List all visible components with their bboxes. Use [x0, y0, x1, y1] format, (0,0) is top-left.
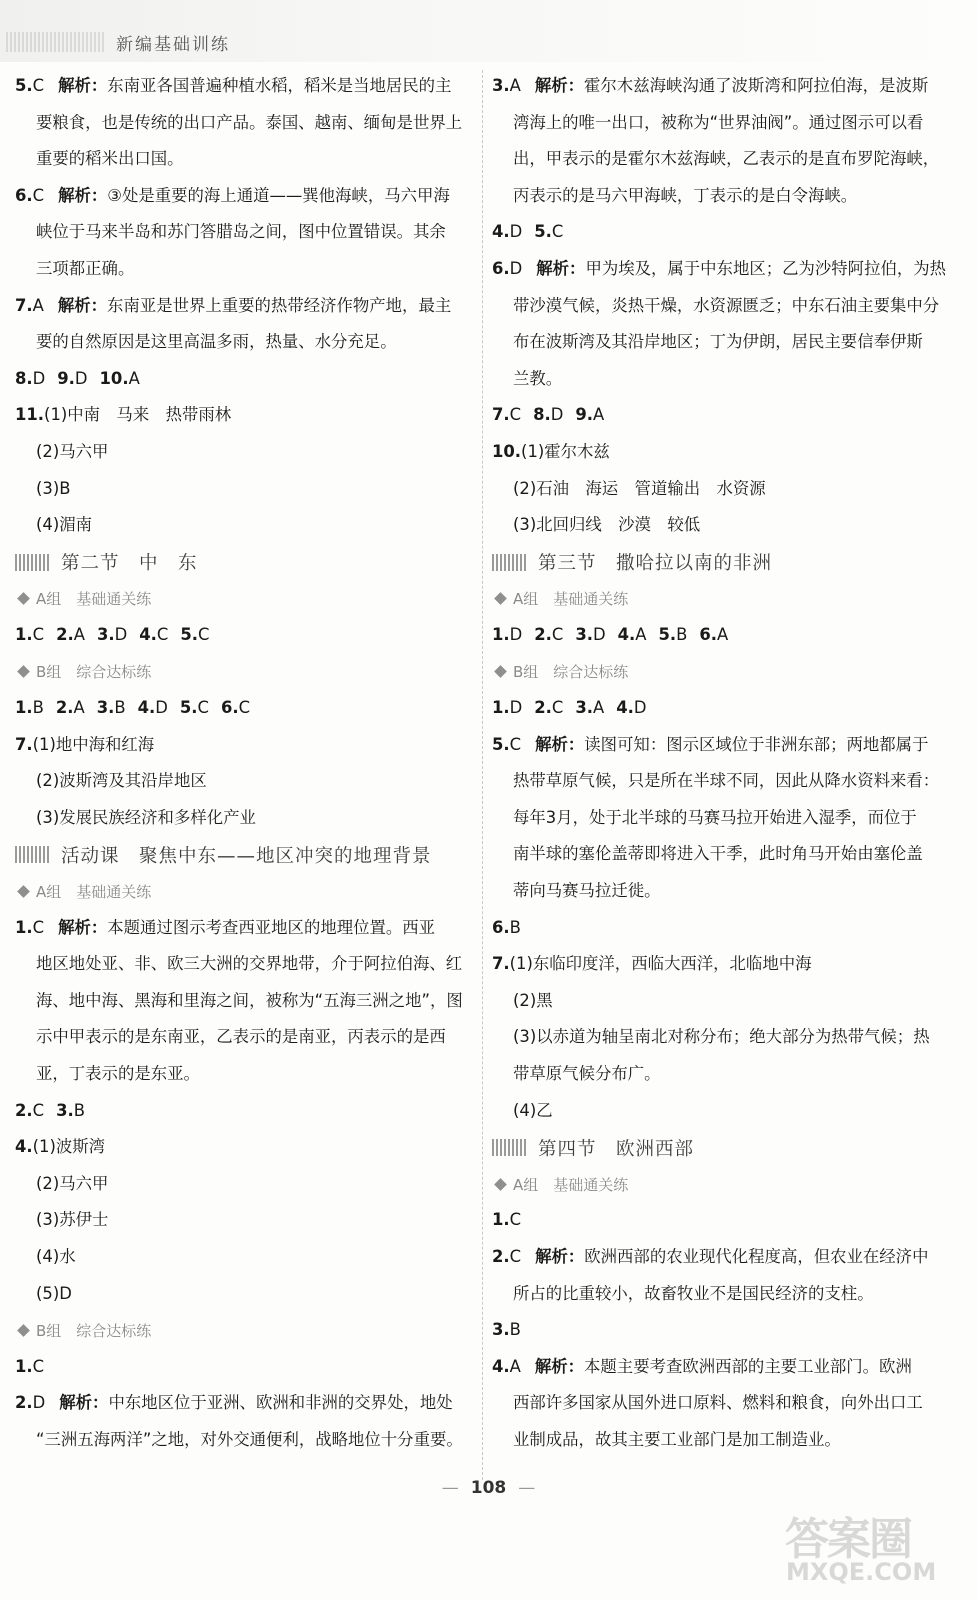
answer-item [221, 698, 250, 717]
answer-text: C [197, 698, 209, 718]
question-number: 6. [699, 624, 718, 644]
answer-line-multi [492, 690, 952, 727]
continuation-line: 带沙漠气候，炎热干燥，水资源匮乏；中东石油主要集中分 [513, 295, 940, 315]
left-column [15, 68, 475, 1459]
analysis-label: 解析： [58, 76, 108, 95]
page-header [0, 0, 977, 62]
section-heading-bars [492, 554, 528, 571]
continuation-line: 布在波斯湾及其沿岸地区；丁为伊朗，居民主要信奉伊斯 [513, 332, 923, 352]
sub-answer-line: 带草原气候分布广。 [513, 1064, 661, 1084]
answer-text: A [128, 368, 140, 388]
answer-item [492, 405, 521, 424]
answer-line-multi [15, 617, 475, 654]
answer-text: B [676, 624, 688, 644]
analysis-text: 中东地区位于亚洲、欧洲和非洲的交界处，地处 [108, 1393, 453, 1413]
question-number: 7. [492, 405, 510, 425]
question-number: 6. [15, 185, 33, 205]
answer-text: (1)地中海和红海 [32, 734, 155, 754]
continuation-line: 兰教。 [513, 368, 563, 388]
sub-answer-line: (3)苏伊士 [36, 1210, 109, 1230]
question-number: 3. [96, 624, 115, 644]
answer-item [97, 625, 127, 644]
question-number: 5. [15, 76, 33, 95]
question-number: 4. [617, 624, 636, 644]
answer-item [575, 698, 604, 717]
continuation-line: 三项都正确。 [36, 258, 135, 278]
question-number: 3. [56, 1100, 74, 1120]
answer-item [492, 698, 522, 717]
watermark-url: MXQE.COM [786, 1558, 937, 1586]
answer-line [15, 68, 475, 105]
answer-text: C [32, 1356, 45, 1376]
answer-line [15, 1349, 475, 1386]
sub-answer-line: (3)北回归线 沙漠 较低 [513, 515, 701, 535]
question-number: 3. [575, 698, 593, 718]
column-divider [482, 70, 484, 1480]
section-heading [492, 544, 952, 581]
question-number: 4. [139, 624, 157, 644]
group-title: B组 综合达标练 [513, 663, 629, 682]
group-heading [15, 580, 475, 617]
question-number: 2. [492, 1247, 510, 1266]
analysis-label: 解析： [534, 1356, 585, 1376]
answer-line [492, 1349, 952, 1386]
analysis-text: 东南亚各国普遍种植水稻，稻米是当地居民的主 [107, 76, 452, 95]
answer-line [492, 251, 952, 288]
answer-item [180, 625, 209, 644]
question-number: 5. [180, 624, 198, 644]
question-number: 3. [492, 1320, 510, 1340]
sub-answer-line: (4)水 [36, 1247, 76, 1266]
diamond-icon [17, 1324, 30, 1337]
continuation-line: 要粮食，也是传统的出口产品。泰国、越南、缅甸是世界上 [36, 112, 463, 132]
question-number: 10. [99, 368, 129, 388]
answer-text: A [593, 698, 605, 718]
diamond-icon [494, 665, 507, 678]
answer-text: D [32, 1393, 46, 1413]
question-number: 2. [534, 698, 552, 718]
continuation-line: 要的自然原因是这里高温多雨，热量、水分充足。 [36, 332, 397, 352]
book-title: 新编基础训练 [116, 35, 230, 55]
question-number: 1. [15, 624, 33, 644]
question-number: 8. [15, 368, 33, 388]
sub-answer-line: (2)马六甲 [36, 441, 109, 461]
sub-answer-line: (4)乙 [513, 1100, 553, 1120]
answer-text: C [551, 698, 564, 718]
question-number: 5. [492, 734, 510, 754]
question-number: 2. [15, 1393, 33, 1413]
answer-text: C [32, 917, 45, 937]
analysis-text: ③处是重要的海上通道——巽他海峡，马六甲海 [107, 185, 450, 205]
answer-text: A [73, 624, 85, 644]
answer-item [534, 698, 563, 717]
question-number: 6. [221, 698, 239, 718]
analysis-label: 解析： [536, 258, 586, 278]
answer-text: B [509, 917, 521, 937]
analysis-text: 读图可知：图示区域位于非洲东部；两地都属于 [584, 734, 929, 754]
question-number: 5. [179, 698, 198, 718]
answer-text: C [156, 624, 169, 644]
answer-text: C [32, 1100, 45, 1120]
question-number: 4. [492, 222, 510, 242]
group-heading [492, 580, 952, 617]
answer-item [15, 369, 45, 388]
answer-line [15, 397, 475, 434]
answer-text: D [32, 368, 46, 388]
answer-text: C [551, 624, 564, 644]
question-number: 1. [15, 1356, 33, 1376]
analysis-label: 解析： [58, 185, 108, 205]
answer-text: A [509, 76, 521, 95]
group-heading [492, 1166, 952, 1203]
answer-text: A [509, 1356, 521, 1376]
continuation-line: 所占的比重较小，故畜牧业不是国民经济的支柱。 [513, 1283, 874, 1303]
watermark-logo: 答案圈 [785, 1514, 911, 1565]
analysis-text: 本题主要考查欧洲西部的主要工业部门。欧洲 [584, 1356, 912, 1376]
answer-text: (1)波斯湾 [32, 1137, 106, 1157]
section-title: 活动课 聚焦中东——地区冲突的地理背景 [61, 845, 432, 867]
answer-item [15, 698, 44, 717]
analysis-label: 解析： [59, 1393, 109, 1413]
answer-text: D [114, 624, 128, 644]
answer-item [100, 369, 140, 388]
sub-answer-line: (3)发展民族经济和多样化产业 [36, 807, 256, 827]
answer-text: D [633, 698, 647, 718]
section-heading [15, 836, 475, 873]
answer-line [15, 727, 475, 764]
diamond-icon [17, 592, 30, 605]
answer-text: D [593, 624, 606, 644]
question-number: 1. [492, 1210, 510, 1230]
question-number: 9. [57, 368, 75, 388]
answer-text: C [32, 624, 45, 644]
analysis-text: 本题通过图示考查西亚地区的地理位置。西亚 [107, 917, 436, 937]
group-title: A组 基础通关练 [36, 590, 152, 609]
question-number: 5. [658, 624, 677, 644]
answer-text: D [509, 258, 523, 278]
diamond-icon [494, 592, 507, 605]
analysis-text: 欧洲西部的农业现代化程度高，但农业在经济中 [584, 1247, 929, 1266]
answer-item [56, 1101, 85, 1120]
continuation-line: 示中甲表示的是东南亚，乙表示的是南亚，丙表示的是西 [36, 1027, 446, 1047]
answer-text: C [551, 222, 564, 242]
answer-text: B [114, 698, 126, 718]
answer-text: A [32, 295, 44, 315]
question-number: 8. [533, 405, 551, 425]
continuation-line: 湾海上的唯一出口，被称为“世界油阀”。通过图示可以看 [513, 112, 924, 132]
answer-text: D [509, 222, 523, 242]
continuation-line: 地区地处亚、非、欧三大洲的交界地带，介于阿拉伯海、红 [36, 954, 463, 974]
answer-item [575, 405, 604, 424]
answer-item [15, 625, 44, 644]
answer-text: D [155, 698, 168, 718]
section-heading [492, 1129, 952, 1166]
answer-item [534, 625, 563, 644]
answer-item [57, 369, 87, 388]
answer-line [15, 1129, 475, 1166]
question-number: 6. [492, 917, 510, 937]
answer-text: C [509, 734, 522, 754]
continuation-line: 亚，丁表示的是东亚。 [36, 1064, 200, 1084]
analysis-label: 解析： [58, 917, 108, 937]
answer-line [492, 910, 952, 947]
question-number: 7. [15, 734, 33, 754]
answer-item [97, 698, 126, 717]
continuation-line: 出，甲表示的是霍尔木兹海峡，乙表示的是直布罗陀海峡， [513, 149, 940, 169]
continuation-line: 每年3月，处于北半球的马赛马拉开始进入湿季，而位于 [513, 807, 917, 827]
answer-item [56, 625, 85, 644]
question-number: 1. [492, 698, 510, 718]
answer-line [492, 727, 952, 764]
answer-item [180, 698, 209, 717]
question-number: 4. [137, 698, 156, 718]
analysis-text: 霍尔木兹海峡沟通了波斯湾和阿拉伯海，是波斯 [584, 76, 929, 95]
section-title: 第四节 欧洲西部 [538, 1138, 695, 1160]
sub-answer-line: (5)D [36, 1283, 72, 1303]
answer-item [56, 698, 85, 717]
answer-line-multi [492, 397, 952, 434]
continuation-line: 海、地中海、黑海和里海之间，被称为“五海三洲之地”，图 [36, 990, 463, 1010]
answer-line [492, 1202, 952, 1239]
answer-text: A [73, 698, 85, 718]
answer-line [492, 946, 952, 983]
question-number: 11. [15, 405, 45, 425]
group-heading [492, 654, 952, 691]
answer-line-multi [15, 690, 475, 727]
answer-line [492, 1239, 952, 1276]
question-number: 6. [492, 258, 510, 278]
question-number: 4. [616, 698, 634, 718]
group-heading [15, 873, 475, 910]
analysis-label: 解析： [57, 295, 108, 315]
answer-text: B [73, 1100, 85, 1120]
group-title: A组 基础通关练 [513, 590, 629, 609]
question-number: 4. [492, 1356, 510, 1376]
answer-text: A [593, 405, 605, 425]
answer-item [658, 625, 687, 644]
group-title: A组 基础通关练 [513, 1175, 629, 1194]
question-number: 7. [15, 295, 33, 315]
answer-text: D [509, 698, 523, 718]
continuation-line: 热带草原气候，只是所在半球不同，因此从降水资料来看： [513, 771, 940, 791]
section-title: 第二节 中 东 [61, 553, 198, 575]
sub-answer-line: (2)波斯湾及其沿岸地区 [36, 771, 207, 791]
answer-text: C [238, 698, 251, 718]
sub-answer-line: (3)以赤道为轴呈南北对称分布；绝大部分为热带气候；热 [513, 1027, 930, 1047]
sub-answer-line: (3)B [36, 478, 71, 498]
answer-item [616, 698, 646, 717]
answer-text: B [509, 1320, 521, 1340]
answer-line-multi [492, 617, 952, 654]
answer-line-multi [492, 214, 952, 251]
answer-text: (1)霍尔木兹 [521, 441, 610, 461]
section-heading-bars [492, 1139, 528, 1156]
answer-line [492, 1312, 952, 1349]
question-number: 2. [55, 698, 74, 718]
answer-item [15, 1101, 44, 1120]
answer-text: C [197, 624, 210, 644]
question-number: 2. [56, 624, 74, 644]
answer-text: D [509, 624, 523, 644]
right-column [492, 68, 952, 1459]
question-number: 1. [492, 624, 510, 644]
answer-line [15, 910, 475, 947]
answer-line [15, 288, 475, 325]
answer-item [533, 405, 563, 424]
sub-answer-line: (2)马六甲 [36, 1173, 109, 1193]
answer-item [575, 625, 605, 644]
question-number: 4. [15, 1137, 33, 1157]
section-heading-bars [15, 846, 51, 863]
group-heading [15, 654, 475, 691]
question-number: 3. [575, 624, 593, 644]
page-number: — 108 — [441, 1478, 536, 1498]
answer-text: B [32, 698, 44, 718]
continuation-line: 重要的稻米出口国。 [36, 149, 184, 169]
answer-item [618, 625, 647, 644]
question-number: 10. [492, 441, 522, 461]
answer-item [492, 222, 522, 241]
analysis-label: 解析： [534, 76, 585, 95]
continuation-line: 蒂向马赛马拉迁徙。 [513, 881, 661, 901]
answer-text: (1)中南 马来 热带雨林 [44, 405, 232, 425]
answer-line-multi [15, 1093, 475, 1130]
sub-answer-line: (2)石油 海运 管道输出 水资源 [513, 478, 766, 498]
question-number: 3. [492, 76, 510, 95]
question-number: 2. [534, 624, 552, 644]
answer-text: A [717, 624, 729, 644]
answer-line [492, 68, 952, 105]
continuation-line: 丙表示的是马六甲海峡，丁表示的是白令海峡。 [513, 185, 858, 205]
answer-text: C [32, 76, 45, 95]
analysis-text: 甲为埃及，属于中东地区；乙为沙特阿拉伯，为热 [585, 258, 947, 278]
question-number: 2. [15, 1100, 33, 1120]
answer-text: D [74, 368, 88, 388]
group-title: B组 综合达标练 [36, 663, 152, 682]
answer-text: A [635, 624, 647, 644]
answer-text: D [550, 405, 564, 425]
question-number: 1. [15, 698, 33, 718]
section-heading-bars [15, 554, 51, 571]
answer-item [492, 625, 522, 644]
answer-text: (1)东临印度洋，西临大西洋，北临地中海 [509, 954, 812, 974]
section-heading [15, 544, 475, 581]
continuation-line: 南半球的塞伦盖蒂即将进入干季，此时角马开始由塞伦盖 [513, 844, 923, 864]
group-heading [15, 1312, 475, 1349]
continuation-line: 峡位于马来半岛和苏门答腊岛之间，图中位置错误。其余 [36, 222, 446, 242]
answer-line [492, 434, 952, 471]
analysis-label: 解析： [535, 1247, 585, 1266]
header-decoration [6, 32, 106, 52]
group-title: B组 综合达标练 [36, 1321, 152, 1340]
page-number-text: 108 [470, 1478, 507, 1498]
question-number: 5. [534, 222, 552, 242]
answer-item [139, 625, 168, 644]
analysis-label: 解析： [535, 734, 585, 754]
question-number: 3. [96, 698, 115, 718]
sub-answer-line: (2)黑 [513, 990, 553, 1010]
diamond-icon [17, 665, 30, 678]
question-number: 1. [15, 917, 33, 937]
continuation-line: “三洲五海两洋”之地，对外交通便利，战略地位十分重要。 [36, 1429, 463, 1449]
answer-item [699, 625, 728, 644]
question-number: 7. [492, 954, 510, 974]
answer-item [138, 698, 168, 717]
diamond-icon [17, 885, 30, 898]
answer-line [15, 1385, 475, 1422]
question-number: 9. [575, 405, 593, 425]
answer-line [15, 178, 475, 215]
answer-text: C [32, 185, 45, 205]
sub-answer-line: (4)湄南 [36, 515, 92, 535]
analysis-text: 东南亚是世界上重要的热带经济作物产地，最主 [107, 295, 452, 315]
answer-text: C [509, 1210, 522, 1230]
continuation-line: 业制成品，故其主要工业部门是加工制造业。 [513, 1429, 841, 1449]
section-title: 第三节 撒哈拉以南的非洲 [538, 553, 773, 575]
continuation-line: 西部许多国家从国外进口原料、燃料和粮食，向外出口工 [513, 1393, 923, 1413]
diamond-icon [494, 1178, 507, 1191]
answer-line-multi [15, 361, 475, 398]
answer-text: C [509, 1247, 522, 1266]
answer-item [534, 222, 563, 241]
answer-text: C [509, 405, 522, 425]
group-title: A组 基础通关练 [36, 882, 152, 901]
